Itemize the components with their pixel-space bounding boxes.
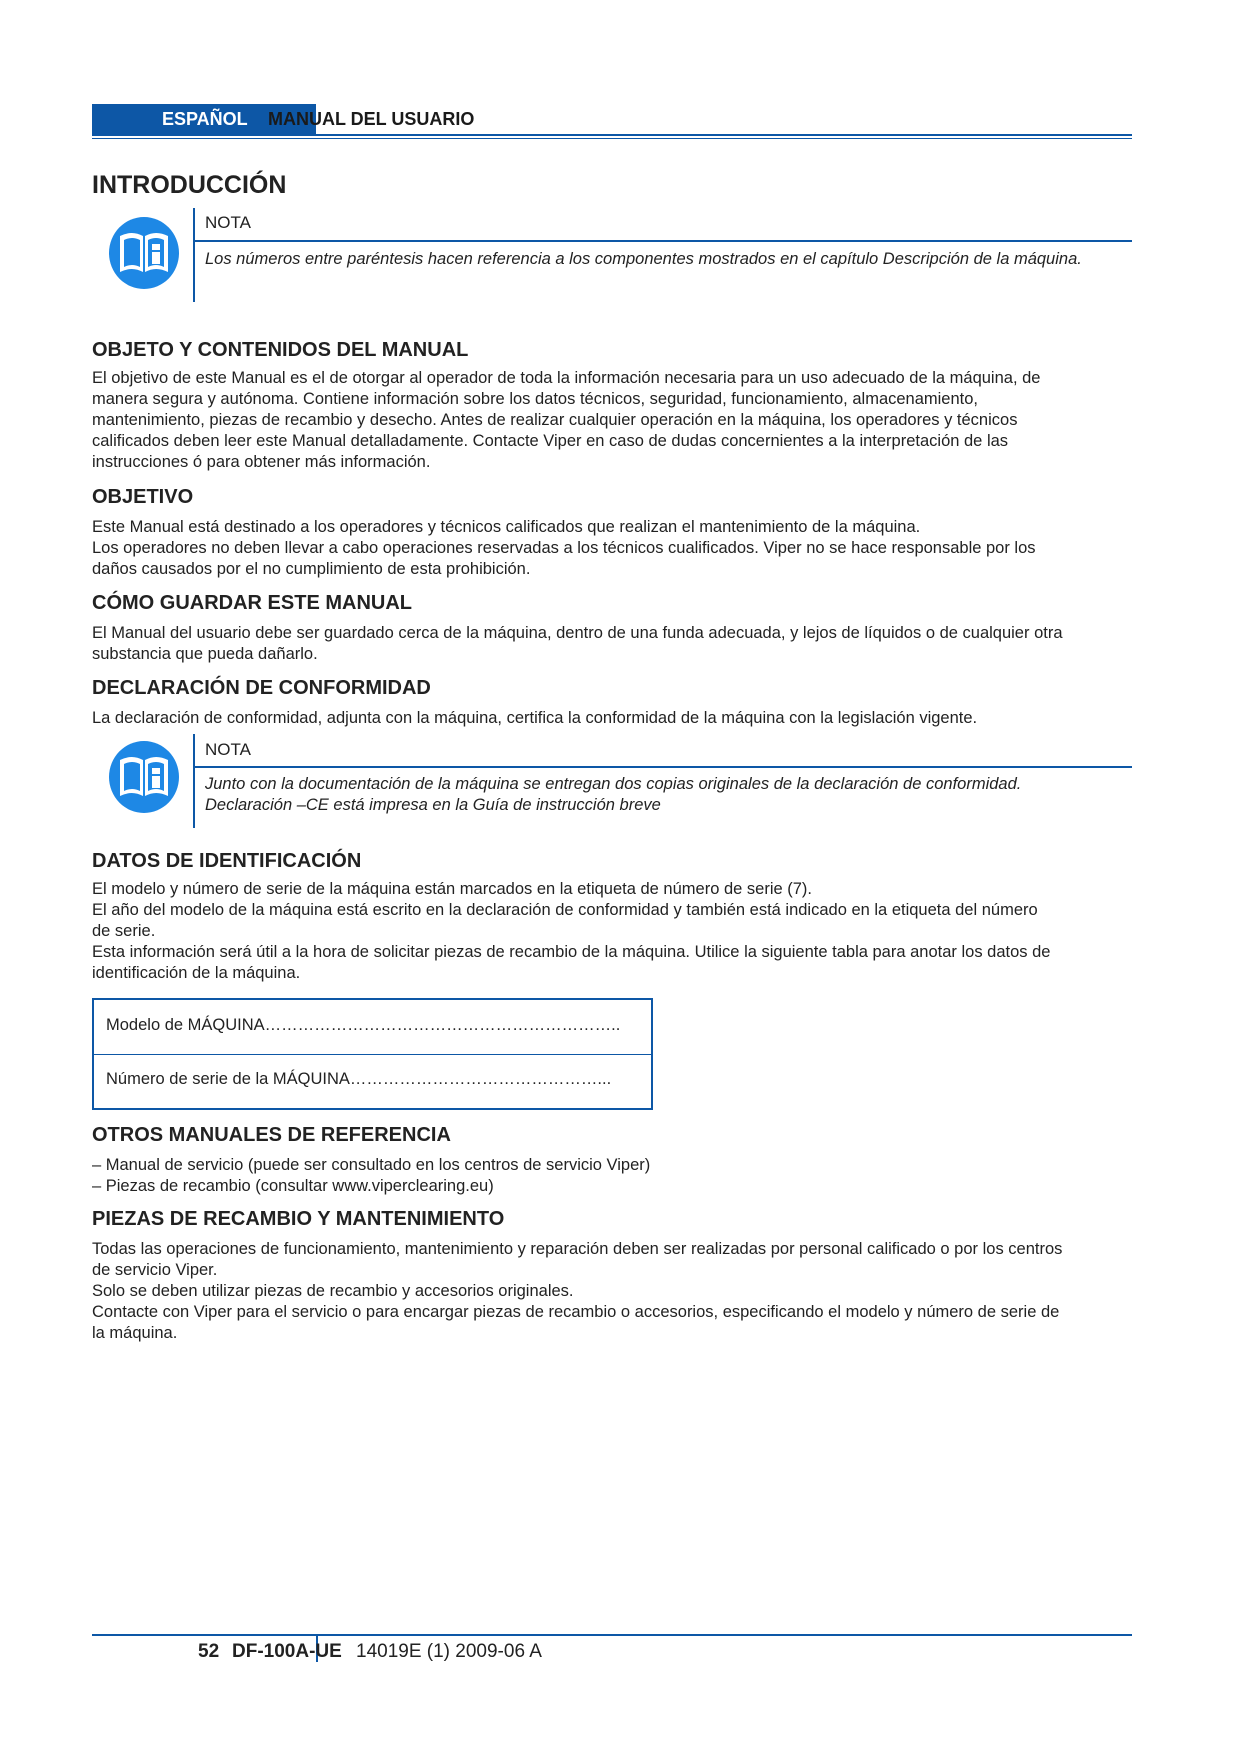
note1-bar xyxy=(193,208,195,302)
note1-label: NOTA xyxy=(205,213,251,232)
note2-line: Junto con la documentación de la máquina se entregan dos copias originales de la declaración de conformidad. xyxy=(205,775,1022,793)
header-rule-thin xyxy=(92,138,1132,139)
body-line: calificados deben leer este Manual detalladamente. Contacte Viper en caso de dudas concernientes a la interpretación de las xyxy=(92,432,1009,450)
body-line: Esta información será útil a la hora de solicitar piezas de recambio de la máquina. Utilice la siguiente tabla para anotar los datos de xyxy=(92,943,1051,961)
header-title-highlight: MA xyxy=(268,109,296,129)
note2-label: NOTA xyxy=(205,740,251,759)
body-line: de servicio Viper. xyxy=(92,1261,218,1279)
header-title-rest: NUAL DEL USUARIO xyxy=(296,109,475,129)
note2-bar xyxy=(193,734,195,828)
footer-rule xyxy=(92,1634,1132,1636)
body-line: instrucciones ó para obtener más información. xyxy=(92,453,431,471)
section-body-guardar xyxy=(92,623,1142,665)
footer-document-code: 14019E (1) 2009-06 A xyxy=(356,1641,542,1662)
note1-rule xyxy=(195,240,1132,242)
header-title xyxy=(268,106,474,132)
body-line: Solo se deben utilizar piezas de recambio y accesorios originales. xyxy=(92,1282,574,1300)
body-line: daños causados por el no cumplimiento de esta prohibición. xyxy=(92,560,531,578)
header-language: ESPAÑOL xyxy=(162,109,248,129)
body-line: La declaración de conformidad, adjunta con la máquina, certifica la conformidad de la máquina con la legislación vigente. xyxy=(92,709,978,727)
section-body-declaracion xyxy=(92,708,1142,729)
section-title-datos: DATOS DE IDENTIFICACIÓN xyxy=(92,850,362,872)
note2-line: Declaración –CE está impresa en la Guía de instrucción breve xyxy=(205,796,661,814)
body-line: Este Manual está destinado a los operadores y técnicos calificados que realizan el mantenimiento de la máquina. xyxy=(92,518,921,536)
body-line: la máquina. xyxy=(92,1324,178,1342)
section-title-otros: OTROS MANUALES DE REFERENCIA xyxy=(92,1124,451,1146)
info-manual-icon xyxy=(108,216,180,290)
section-title-declaracion: DECLARACIÓN DE CONFORMIDAD xyxy=(92,677,431,699)
section-body-objetivo xyxy=(92,517,1142,580)
list-item: – Manual de servicio (puede ser consultado en los centros de servicio Viper) xyxy=(92,1155,650,1176)
footer-model: DF-100A-UE xyxy=(232,1641,342,1662)
page-title: INTRODUCCIÓN xyxy=(92,171,287,199)
section-body-datos xyxy=(92,879,1142,984)
section-title-objeto: OBJETO Y CONTENIDOS DEL MANUAL xyxy=(92,339,469,361)
section-body-piezas xyxy=(92,1239,1142,1344)
identification-table-divider xyxy=(94,1054,651,1055)
identification-table xyxy=(92,998,653,1110)
machine-serial-field[interactable]: Número de serie de la MÁQUINA………………………………………... xyxy=(106,1070,612,1088)
body-line: identificación de la máquina. xyxy=(92,964,301,982)
body-line: El año del modelo de la máquina está escrito en la declaración de conformidad y también está indicado en la etiqueta del número xyxy=(92,901,1038,919)
body-line: El modelo y número de serie de la máquina están marcados en la etiqueta de número de serie (7). xyxy=(92,880,812,898)
body-line: manera segura y autónoma. Contiene información sobre los datos técnicos, seguridad, funcionamiento, almacenamiento, xyxy=(92,390,979,408)
body-line: de serie. xyxy=(92,922,156,940)
body-line: Todas las operaciones de funcionamiento, mantenimiento y reparación deben ser realizadas por personal calificado o por los centros xyxy=(92,1240,1063,1258)
section-title-guardar: CÓMO GUARDAR ESTE MANUAL xyxy=(92,592,412,614)
body-line: Contacte con Viper para el servicio o para encargar piezas de recambio o accesorios, especificando el modelo y número de serie de xyxy=(92,1303,1060,1321)
note1-text: Los números entre paréntesis hacen referencia a los componentes mostrados en el capítulo Descripción de la máquina. xyxy=(205,250,1082,268)
info-manual-icon xyxy=(108,740,180,814)
section-title-objetivo: OBJETIVO xyxy=(92,486,194,508)
body-line: substancia que pueda dañarlo. xyxy=(92,645,318,663)
section-title-piezas: PIEZAS DE RECAMBIO Y MANTENIMIENTO xyxy=(92,1208,505,1230)
body-line: El objetivo de este Manual es el de otorgar al operador de toda la información necesaria para un uso adecuado de la máquina, de xyxy=(92,369,1041,387)
body-line: mantenimiento, piezas de recambio y desecho. Antes de realizar cualquier operación en la máquina, los operadores y técnicos xyxy=(92,411,1018,429)
header-rule xyxy=(92,134,1132,136)
section-body-objeto xyxy=(92,368,1142,473)
machine-model-field[interactable]: Modelo de MÁQUINA……………………………………………………….. xyxy=(106,1016,621,1034)
body-line: El Manual del usuario debe ser guardado cerca de la máquina, dentro de una funda adecuada, y lejos de líquidos o de cualquier otra xyxy=(92,624,1063,642)
reference-manuals-list xyxy=(92,1155,650,1197)
note2-rule xyxy=(195,766,1132,768)
list-item: – Piezas de recambio (consultar www.viperclearing.eu) xyxy=(92,1176,650,1197)
body-line: Los operadores no deben llevar a cabo operaciones reservadas a los técnicos cualificados. Viper no se hace responsable por los xyxy=(92,539,1036,557)
note2-text xyxy=(205,774,1105,816)
page-number: 52 xyxy=(198,1641,220,1662)
